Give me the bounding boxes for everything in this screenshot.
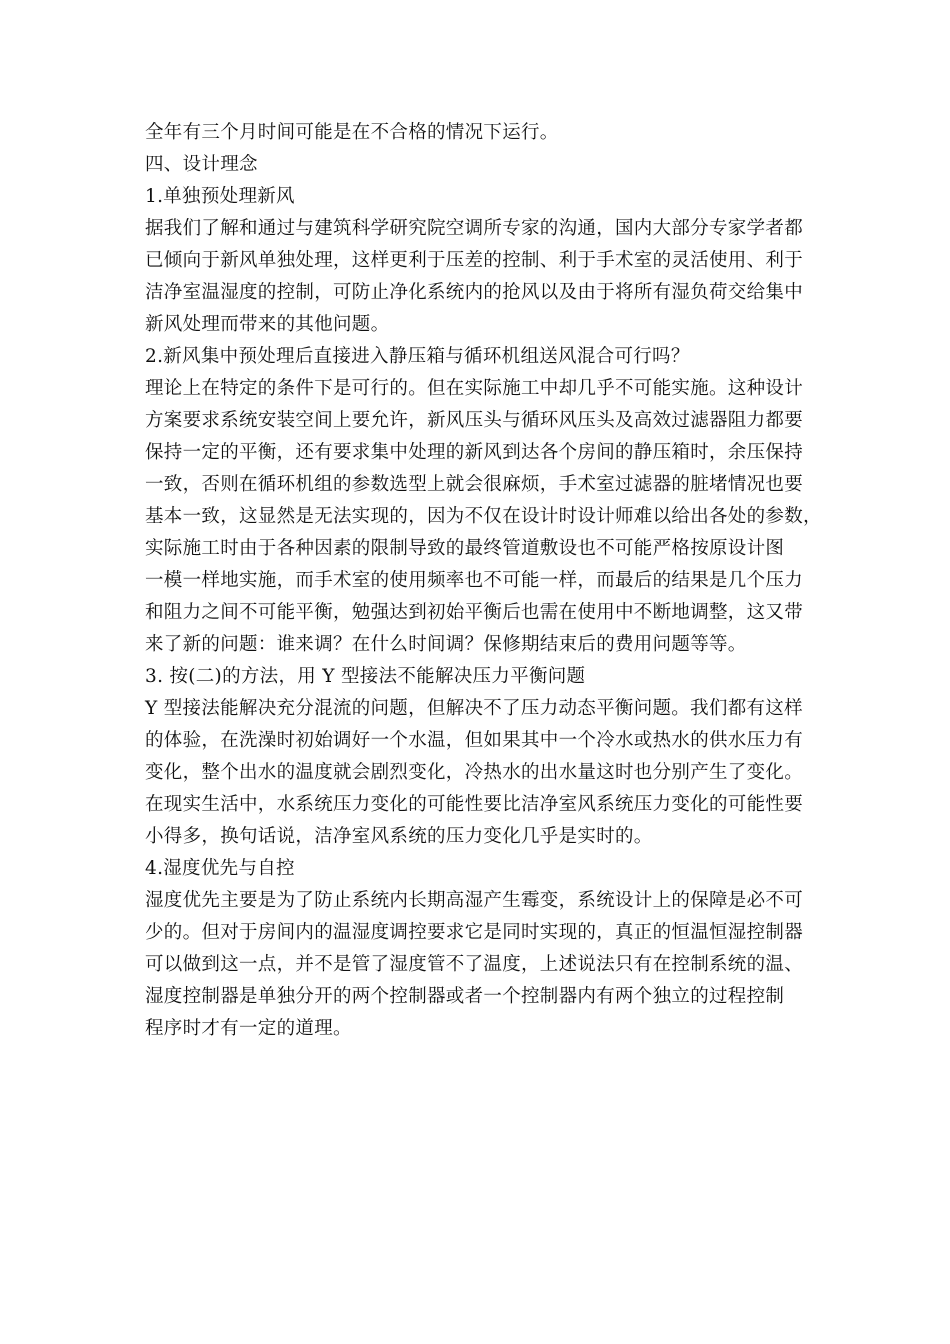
paragraph-line: 湿度优先主要是为了防止系统内长期高湿产生霉变，系统设计上的保障是必不可 — [145, 890, 804, 911]
section-heading: 四、设计理念 — [145, 154, 258, 175]
paragraph-line: 来了新的问题：谁来调？在什么时间调？保修期结束后的费用问题等等。 — [145, 634, 747, 655]
paragraph-line: 少的。但对于房间内的温湿度调控要求它是同时实现的，真正的恒温恒湿控制器 — [145, 922, 804, 943]
paragraph-line: 和阻力之间不可能平衡，勉强达到初始平衡后也需在使用中不断地调整，这又带 — [145, 602, 804, 623]
paragraph-line: 可以做到这一点，并不是管了湿度管不了温度，上述说法只有在控制系统的温、 — [145, 954, 804, 975]
paragraph-line: 变化，整个出水的温度就会剧烈变化，冷热水的出水量这时也分别产生了变化。 — [145, 762, 804, 783]
paragraph-line: 已倾向于新风单独处理，这样更利于压差的控制、利于手术室的灵活使用、利于 — [145, 250, 804, 271]
paragraph-line: 洁净室温湿度的控制，可防止净化系统内的抢风以及由于将所有湿负荷交给集中 — [145, 282, 804, 303]
paragraph-line: 保持一定的平衡，还有要求集中处理的新风到达各个房间的静压箱时，余压保持 — [145, 442, 804, 463]
paragraph-line: 的体验，在洗澡时初始调好一个水温，但如果其中一个冷水或热水的供水压力有 — [145, 730, 804, 751]
subsection-heading: 4.湿度优先与自控 — [145, 858, 295, 879]
subsection-heading: 3. 按(二)的方法，用 Y 型接法不能解决压力平衡问题 — [145, 666, 586, 687]
paragraph-line: 全年有三个月时间可能是在不合格的情况下运行。 — [145, 122, 559, 143]
paragraph-line: 基本一致，这显然是无法实现的，因为不仅在设计时设计师难以给出各处的参数， — [145, 506, 822, 527]
paragraph-line: 在现实生活中，水系统压力变化的可能性要比洁净室风系统压力变化的可能性要 — [145, 794, 804, 815]
paragraph-line: 程序时才有一定的道理。 — [145, 1018, 352, 1039]
paragraph-line: 据我们了解和通过与建筑科学研究院空调所专家的沟通，国内大部分专家学者都 — [145, 218, 804, 239]
paragraph-line: 湿度控制器是单独分开的两个控制器或者一个控制器内有两个独立的过程控制 — [145, 986, 785, 1007]
paragraph-line: 方案要求系统安装空间上要允许，新风压头与循环风压头及高效过滤器阻力都要 — [145, 410, 804, 431]
paragraph-line: Y 型接法能解决充分混流的问题，但解决不了压力动态平衡问题。我们都有这样 — [145, 698, 803, 719]
paragraph-line: 新风处理而带来的其他问题。 — [145, 314, 390, 335]
paragraph-line: 一致，否则在循环机组的参数选型上就会很麻烦，手术室过滤器的脏堵情况也要 — [145, 474, 804, 495]
paragraph-line: 小得多，换句话说，洁净室风系统的压力变化几乎是实时的。 — [145, 826, 653, 847]
paragraph-line: 理论上在特定的条件下是可行的。但在实际施工中却几乎不可能实施。这种设计 — [145, 378, 804, 399]
paragraph-line: 实际施工时由于各种因素的限制导致的最终管道敷设也不可能严格按原设计图 — [145, 538, 785, 559]
document-body — [145, 117, 822, 1045]
subsection-heading: 1.单独预处理新风 — [145, 186, 295, 207]
paragraph-line: 一模一样地实施，而手术室的使用频率也不可能一样，而最后的结果是几个压力 — [145, 570, 804, 591]
subsection-heading: 2.新风集中预处理后直接进入静压箱与循环机组送风混合可行吗？ — [145, 346, 690, 367]
